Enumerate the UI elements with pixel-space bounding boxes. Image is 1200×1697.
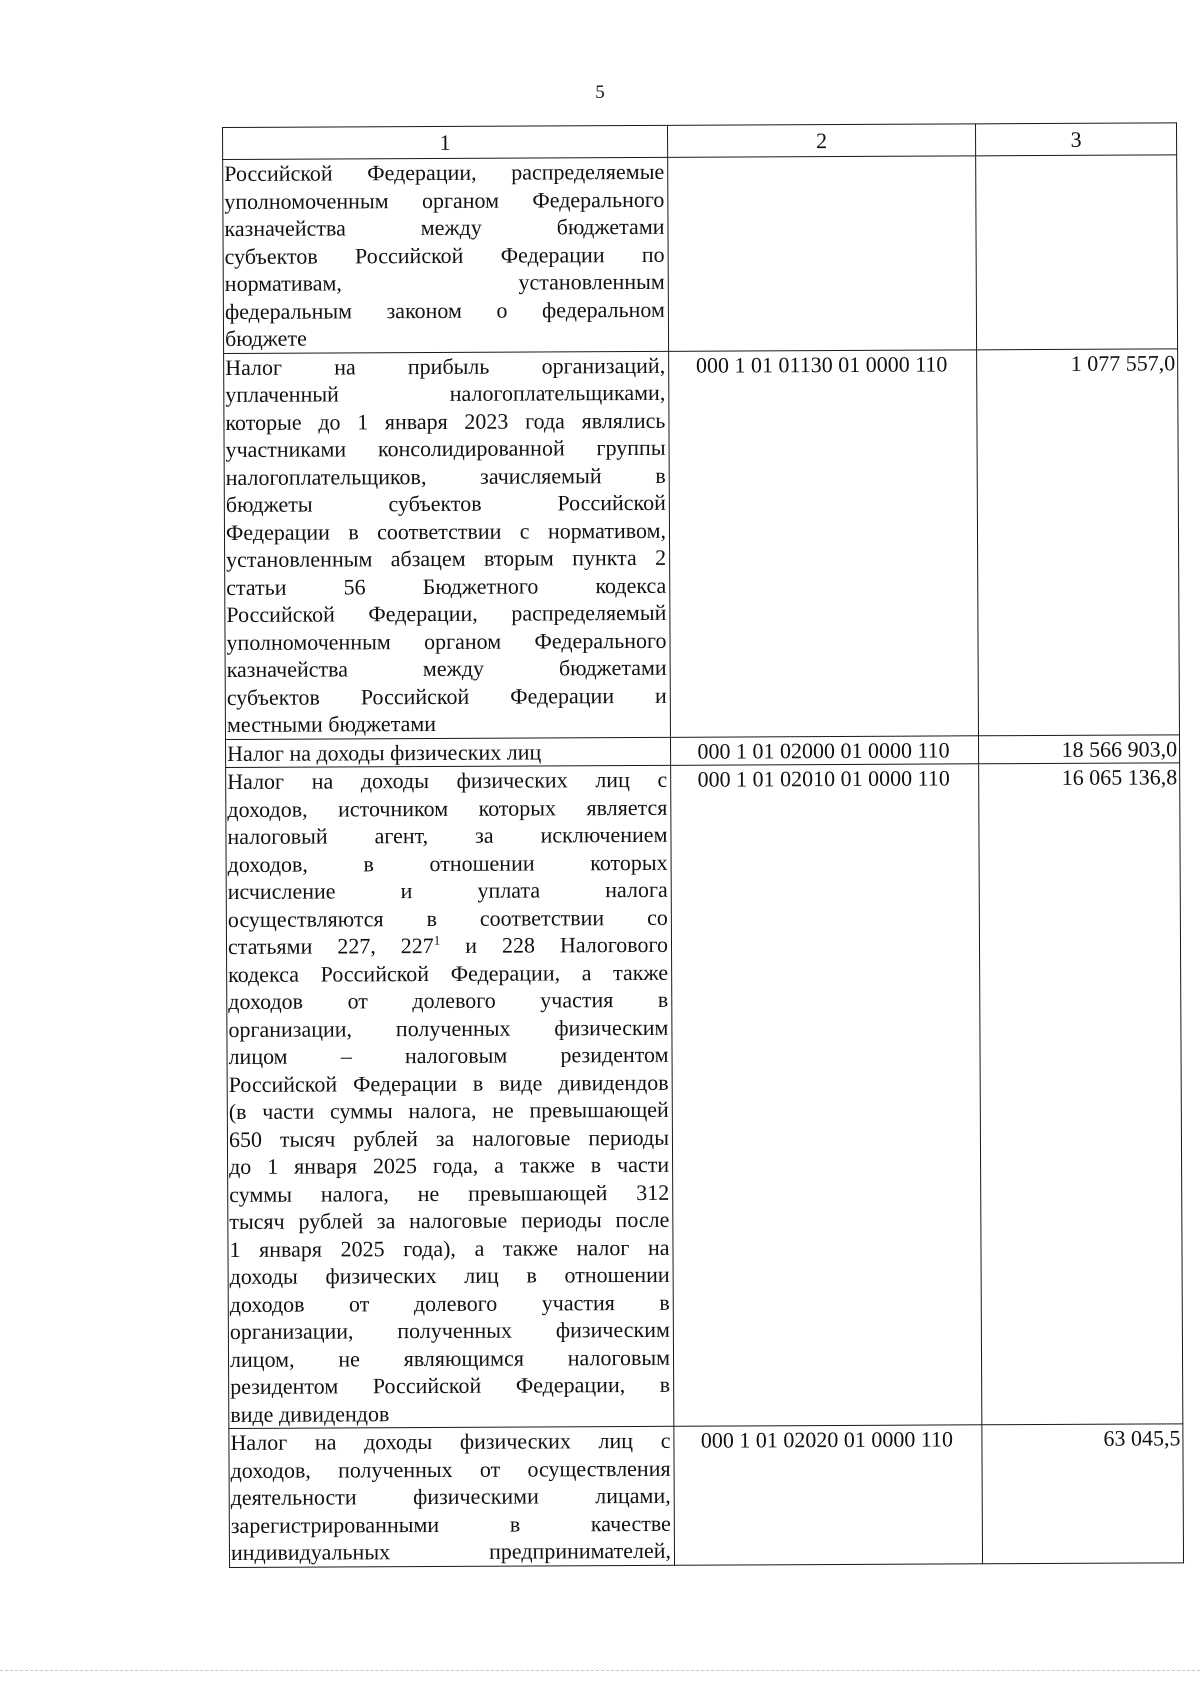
description-line: осуществляются в соответствии со — [227, 904, 668, 932]
column-header-1: 1 — [223, 125, 668, 159]
description-line: нормативам, установленным — [224, 268, 665, 296]
description-line: кодекса Российской Федерации, а также — [228, 959, 669, 987]
description-line-start: статьями 227, 227 — [227, 932, 434, 959]
description-line: до 1 января 2025 года, а также в части — [229, 1151, 670, 1179]
description-line: бюджете — [224, 325, 307, 351]
description-line: организации, полученных физическим — [229, 1316, 670, 1344]
description-line-with-superscript — [228, 931, 668, 961]
description-line: Налог на прибыль организаций, — [225, 352, 666, 380]
description-line: участниками консолидированной группы — [225, 434, 666, 462]
description-line-end: и 228 Налогового — [440, 931, 669, 958]
row-code: 000 1 01 02010 01 0000 110 — [671, 764, 982, 1426]
row-code: 000 1 01 02000 01 0000 110 — [670, 735, 978, 765]
description-line: Российской Федерации в виде дивидендов — [228, 1069, 669, 1097]
page-bottom-rule — [0, 1670, 1200, 1671]
row-amount: 16 065 136,8 — [979, 763, 1183, 1425]
description-line: доходов от долевого участия в — [228, 986, 669, 1014]
row-code: 000 1 01 01130 01 0000 110 — [669, 349, 979, 737]
description-line: организации, полученных физическим — [228, 1014, 669, 1042]
description-line: 1 января 2025 года), а также налог на — [229, 1234, 670, 1262]
description-line: Налог на доходы физических лиц — [226, 738, 542, 766]
description-line: 650 тысяч рублей за налоговые периоды — [228, 1124, 670, 1152]
description-line: (в части суммы налога, не превышающей — [228, 1096, 669, 1124]
row-description — [226, 765, 674, 1428]
table-header-row — [223, 123, 1177, 160]
row-description — [224, 351, 671, 739]
table-row — [225, 734, 1179, 767]
row-description — [223, 157, 669, 353]
description-line: резидентом Российской Федерации, в — [230, 1371, 671, 1399]
row-code — [668, 156, 977, 351]
description-line: лицом – налоговым резидентом — [228, 1041, 669, 1069]
description-line: Российской Федерации, распределяемый — [226, 599, 667, 627]
description-line: Федерации в соответствии с нормативом, — [225, 517, 667, 545]
row-code: 000 1 01 02020 01 0000 110 — [674, 1425, 983, 1565]
description-line: казначейства между бюджетами — [224, 213, 665, 241]
superscript-index: 1 — [433, 932, 441, 948]
description-line: тысяч рублей за налоговые периоды после — [229, 1206, 670, 1234]
row-description — [229, 1426, 675, 1567]
table-row — [224, 348, 1180, 739]
description-line: доходы физических лиц в отношении — [229, 1261, 670, 1289]
description-line: доходов, в отношении которых — [227, 849, 668, 877]
row-description — [225, 737, 670, 768]
description-line: индивидуальных предпринимателей, — [230, 1537, 672, 1565]
description-line: исчисление и уплата налога — [227, 876, 668, 904]
revenue-table — [222, 122, 1184, 1567]
description-line: уполномоченным органом Федерального — [226, 627, 667, 655]
table-row — [223, 155, 1178, 353]
row-amount — [976, 155, 1178, 349]
description-line: зарегистрированными в качестве — [230, 1510, 671, 1538]
column-header-2: 2 — [667, 124, 975, 158]
description-line: Российской Федерации, распределяемые — [224, 158, 665, 186]
table-row — [229, 1424, 1184, 1567]
description-line: субъектов Российской Федерации по — [224, 241, 665, 269]
description-line: бюджеты субъектов Российской — [225, 489, 666, 517]
description-line: уполномоченным органом Федерального — [224, 186, 665, 214]
description-line: статьи 56 Бюджетного кодекса — [226, 572, 667, 600]
description-line: деятельности физическими лицами, — [230, 1482, 671, 1510]
description-line: лицом, не являющимся налоговым — [229, 1344, 671, 1372]
description-line: налогоплательщиков, зачисляемый в — [225, 462, 666, 490]
description-line: местными бюджетами — [226, 710, 437, 737]
description-line: доходов от долевого участия в — [229, 1289, 670, 1317]
description-line: субъектов Российской Федерации и — [226, 682, 667, 710]
row-amount: 63 045,5 — [982, 1424, 1184, 1563]
row-amount: 18 566 903,0 — [978, 734, 1179, 763]
page-number: 5 — [595, 82, 605, 103]
column-header-3: 3 — [975, 123, 1176, 156]
description-line: доходов, источником которых является — [227, 794, 668, 822]
description-line: уплаченный налогоплательщиками, — [225, 379, 666, 407]
description-line: виде дивидендов — [230, 1400, 390, 1427]
description-line: казначейства между бюджетами — [226, 654, 667, 682]
row-amount: 1 077 557,0 — [977, 348, 1180, 735]
description-line: суммы налога, не превышающей 312 — [229, 1179, 670, 1207]
description-line: налоговый агент, за исключением — [227, 821, 668, 849]
description-line: федеральным законом о федеральном — [224, 296, 665, 324]
description-line: установленным абзацем вторым пункта 2 — [226, 544, 667, 572]
description-line: Налог на доходы физических лиц с — [230, 1427, 671, 1455]
description-line: доходов, полученных от осуществления — [230, 1455, 671, 1483]
table-row — [226, 763, 1183, 1429]
description-line: Налог на доходы физических лиц с — [227, 766, 668, 794]
description-line: которые до 1 января 2023 года являлись — [225, 407, 666, 435]
